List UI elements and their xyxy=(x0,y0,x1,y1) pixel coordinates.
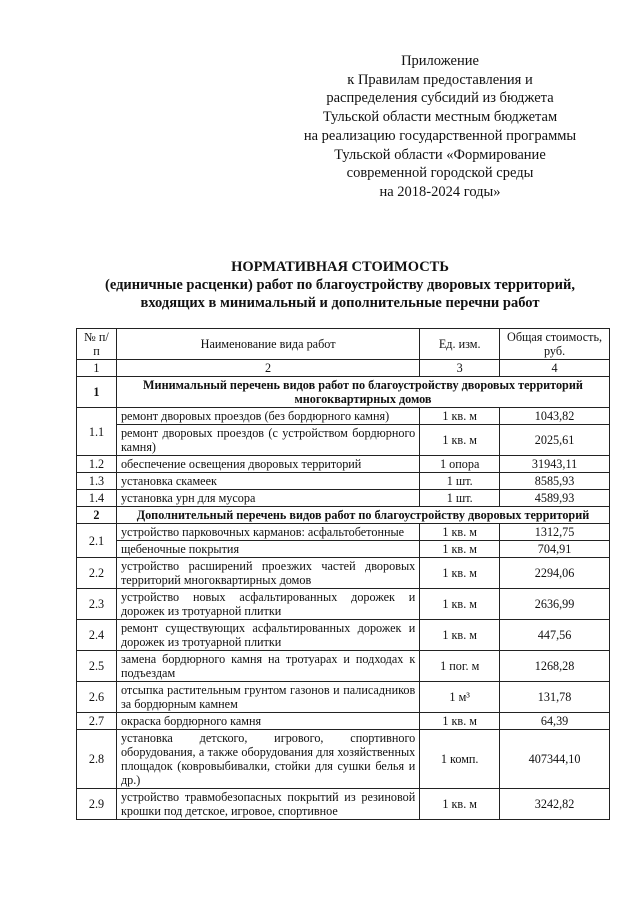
row-unit: 1 кв. м xyxy=(420,620,500,651)
row-cost: 1043,82 xyxy=(500,408,610,425)
section-no: 2 xyxy=(77,507,117,524)
section-row xyxy=(77,377,610,408)
appendix-line: на 2018-2024 годы» xyxy=(379,183,501,200)
row-no: 2.1 xyxy=(77,524,117,558)
table-row xyxy=(77,620,610,651)
row-name: установка скамеек xyxy=(116,473,419,490)
row-name: устройство расширений проезжих частей дворовых территорий многоквартирных домов xyxy=(116,558,419,589)
row-name: окраска бордюрного камня xyxy=(116,713,419,730)
row-name: ремонт дворовых проездов (с устройством бордюрного камня) xyxy=(116,425,419,456)
section-row xyxy=(77,507,610,524)
table-header-row xyxy=(77,329,610,360)
row-name: установка детского, игрового, спортивного оборудования, а также оборудования для хозяйственных площадок (ковровыбивалки, стойки для сушки белья и др.) xyxy=(116,730,419,789)
row-unit: 1 кв. м xyxy=(420,713,500,730)
table-row xyxy=(77,524,610,541)
row-name: установка урн для мусора xyxy=(116,490,419,507)
appendix-line: Приложение xyxy=(401,53,479,69)
table-row xyxy=(77,651,610,682)
row-cost: 1312,75 xyxy=(500,524,610,541)
column-number-row xyxy=(77,360,610,377)
row-no: 2.6 xyxy=(77,682,117,713)
row-cost: 447,56 xyxy=(500,620,610,651)
title-line-3: входящих в минимальный и дополнительные перечни работ xyxy=(140,295,540,311)
appendix-line: Тульской области местным бюджетам xyxy=(322,109,558,126)
table-row xyxy=(77,682,610,713)
row-name: устройство парковочных карманов: асфальтобетонные xyxy=(116,524,419,541)
header-no: № п/п xyxy=(77,329,117,360)
table-row xyxy=(77,490,610,507)
row-cost: 3242,82 xyxy=(500,789,610,820)
table-row xyxy=(77,456,610,473)
document-title xyxy=(60,258,620,312)
title-line-2: (единичные расценки) работ по благоустройству дворовых территорий, xyxy=(105,277,575,293)
col-number: 3 xyxy=(420,360,500,377)
row-cost: 1268,28 xyxy=(500,651,610,682)
row-unit: 1 м³ xyxy=(420,682,500,713)
row-no: 2.7 xyxy=(77,713,117,730)
row-cost: 4589,93 xyxy=(500,490,610,507)
section-no: 1 xyxy=(77,377,117,408)
row-no: 1.3 xyxy=(77,473,117,490)
appendix-line: к Правилам предоставления и xyxy=(347,71,533,88)
row-unit: 1 кв. м xyxy=(420,425,500,456)
row-cost: 2636,99 xyxy=(500,589,610,620)
row-cost: 2025,61 xyxy=(500,425,610,456)
row-name: ремонт существующих асфальтированных дорожек и дорожек из тротуарной плитки xyxy=(116,620,419,651)
row-no: 1.2 xyxy=(77,456,117,473)
col-number: 2 xyxy=(116,360,419,377)
row-unit: 1 комп. xyxy=(420,730,500,789)
row-unit: 1 шт. xyxy=(420,490,500,507)
row-unit: 1 кв. м xyxy=(420,408,500,425)
table-row xyxy=(77,541,610,558)
row-cost: 31943,11 xyxy=(500,456,610,473)
row-unit: 1 кв. м xyxy=(420,558,500,589)
row-unit: 1 кв. м xyxy=(420,589,500,620)
row-name: обеспечение освещения дворовых территорий xyxy=(116,456,419,473)
table-row xyxy=(77,473,610,490)
row-unit: 1 кв. м xyxy=(420,789,500,820)
title-line-1: НОРМАТИВНАЯ СТОИМОСТЬ xyxy=(231,259,449,275)
row-unit: 1 опора xyxy=(420,456,500,473)
col-number: 1 xyxy=(77,360,117,377)
appendix-line: современной городской среды xyxy=(346,165,534,182)
row-name: ремонт дворовых проездов (без бордюрного камня) xyxy=(116,408,419,425)
header-unit: Ед. изм. xyxy=(420,329,500,360)
cost-table xyxy=(76,328,610,820)
row-name: отсыпка растительным грунтом газонов и палисадников за бордюрным камнем xyxy=(116,682,419,713)
row-cost: 704,91 xyxy=(500,541,610,558)
row-no: 2.9 xyxy=(77,789,117,820)
appendix-line: распределения субсидий из бюджета xyxy=(326,90,554,107)
table-row xyxy=(77,713,610,730)
row-cost: 131,78 xyxy=(500,682,610,713)
row-unit: 1 кв. м xyxy=(420,524,500,541)
header-name: Наименование вида работ xyxy=(116,329,419,360)
table-row xyxy=(77,789,610,820)
appendix-block xyxy=(280,52,600,202)
row-unit: 1 пог. м xyxy=(420,651,500,682)
row-unit: 1 кв. м xyxy=(420,541,500,558)
appendix-line: Тульской области «Формирование xyxy=(334,146,546,163)
row-no: 2.3 xyxy=(77,589,117,620)
row-name: замена бордюрного камня на тротуарах и подходах к подъездам xyxy=(116,651,419,682)
row-name: устройство травмобезопасных покрытий из резиновой крошки под детское, игровое, спортивное xyxy=(116,789,419,820)
row-no: 2.4 xyxy=(77,620,117,651)
row-cost: 407344,10 xyxy=(500,730,610,789)
row-cost: 8585,93 xyxy=(500,473,610,490)
table-row xyxy=(77,558,610,589)
table-row xyxy=(77,425,610,456)
table-row xyxy=(77,589,610,620)
appendix-line: на реализацию государственной программы xyxy=(303,127,577,144)
row-no: 2.8 xyxy=(77,730,117,789)
row-no: 1.1 xyxy=(77,408,117,456)
row-cost: 2294,06 xyxy=(500,558,610,589)
row-no: 2.2 xyxy=(77,558,117,589)
section-title: Минимальный перечень видов работ по благоустройству дворовых территорий многоквартирных домов xyxy=(116,377,609,408)
row-no: 2.5 xyxy=(77,651,117,682)
col-number: 4 xyxy=(500,360,610,377)
section-title: Дополнительный перечень видов работ по благоустройству дворовых территорий xyxy=(116,507,609,524)
row-cost: 64,39 xyxy=(500,713,610,730)
row-name: щебеночные покрытия xyxy=(116,541,419,558)
table-row xyxy=(77,730,610,789)
table-row xyxy=(77,408,610,425)
row-no: 1.4 xyxy=(77,490,117,507)
row-unit: 1 шт. xyxy=(420,473,500,490)
row-name: устройство новых асфальтированных дорожек и дорожек из тротуарной плитки xyxy=(116,589,419,620)
header-cost: Общая стоимость, руб. xyxy=(500,329,610,360)
